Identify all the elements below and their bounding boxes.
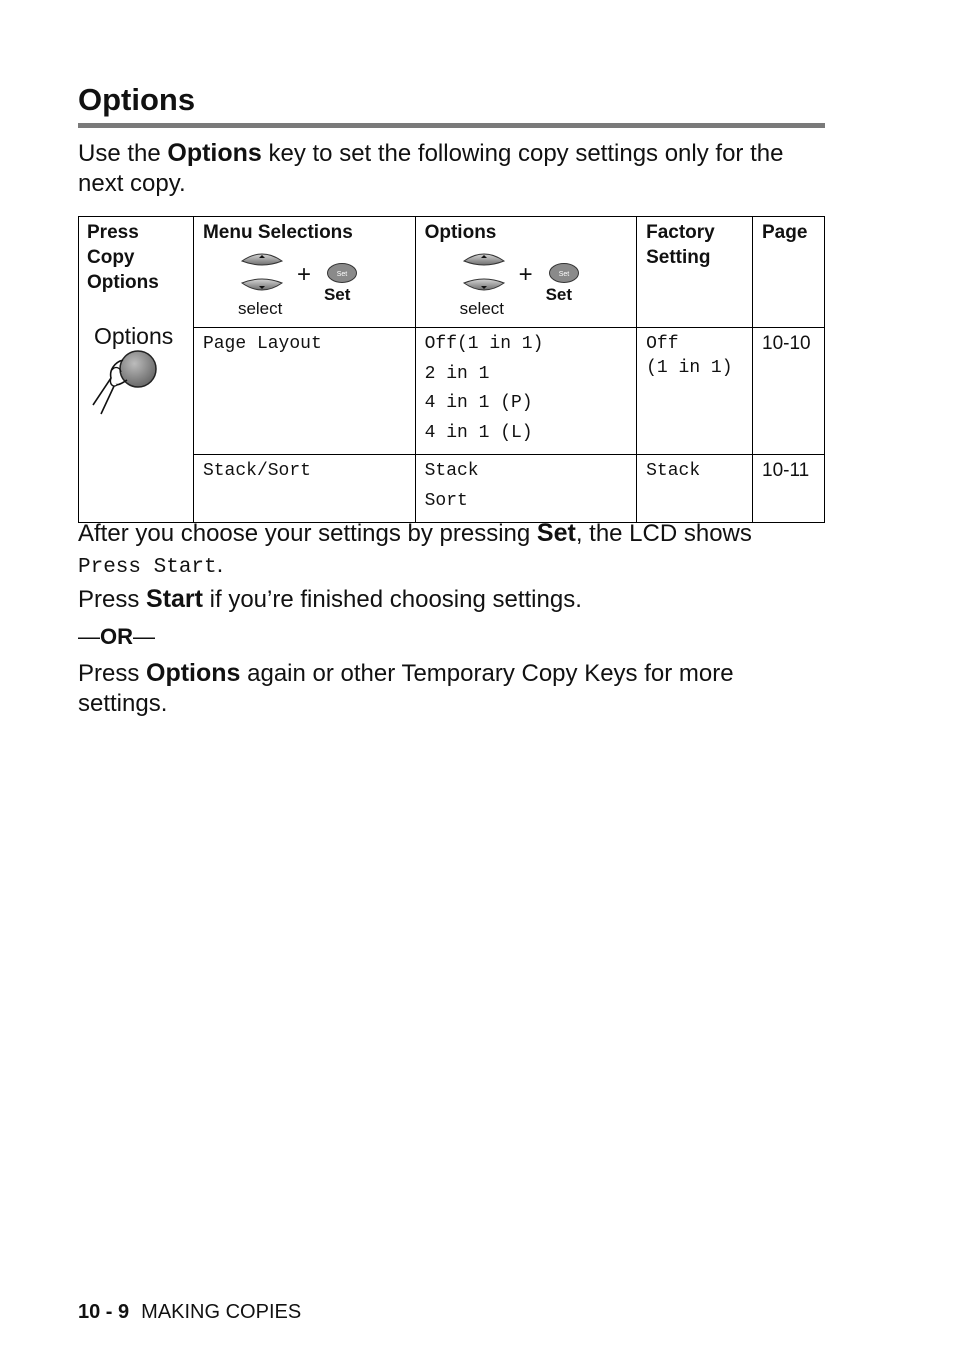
set-label: Set — [545, 285, 573, 304]
or-separator — [78, 624, 155, 650]
select-label: select — [459, 299, 505, 318]
again-pre: Press — [78, 660, 147, 687]
menu-selections-header — [193, 217, 415, 328]
table-header-row — [79, 217, 825, 328]
option-value: 4 in 1 (L) — [424, 422, 533, 443]
page-title: Options — [78, 82, 196, 117]
intro-key: Options — [167, 139, 262, 167]
navigation-keys-icon — [240, 249, 284, 295]
menu-cell — [193, 328, 415, 455]
page-ref: 10-11 — [762, 460, 810, 481]
factory-value: (1 in 1) — [646, 358, 733, 378]
page-header — [753, 217, 825, 328]
set-key-small-label: Set — [558, 271, 569, 278]
options-cell — [415, 455, 637, 523]
set-key-icon — [326, 262, 358, 284]
after-end: . — [216, 551, 224, 578]
again-post: again or other Temporary Copy Keys for more settings. — [78, 660, 734, 717]
options-key-label: Options — [94, 323, 174, 349]
options-cell — [415, 328, 637, 455]
after-paragraph — [78, 518, 825, 583]
footer-section: MAKING COPIES — [141, 1301, 302, 1323]
press-start-pre: Press — [78, 586, 147, 613]
options-header — [415, 217, 637, 328]
set-label: Set — [323, 285, 351, 304]
or-dash: — — [78, 624, 100, 649]
after-key: Set — [536, 519, 576, 547]
again-paragraph — [78, 658, 825, 719]
plus-sign: + — [296, 261, 311, 288]
press-copy-options-cell — [79, 217, 194, 523]
intro-post: key to set the following copy settings only for the next copy. — [78, 140, 784, 197]
option-value: Off(1 in 1) — [424, 334, 544, 354]
page-cell — [753, 455, 825, 523]
page-ref: 10-10 — [762, 333, 811, 354]
menu-cell — [193, 455, 415, 523]
settings-table — [78, 216, 825, 523]
factory-cell — [637, 328, 753, 455]
press-header-line: Options — [87, 272, 159, 293]
select-label: select — [237, 299, 283, 318]
page-cell — [753, 328, 825, 455]
intro-pre: Use the — [78, 140, 168, 167]
option-value: Sort — [424, 490, 468, 511]
factory-value: Off — [646, 334, 679, 354]
factory-header-line: Setting — [646, 247, 711, 268]
set-key-small-label: Set — [336, 271, 348, 278]
footer-page-number: 10 - 9 — [78, 1301, 130, 1323]
press-start-key: Start — [146, 585, 203, 613]
menu-header-text: Menu Selections — [202, 222, 353, 243]
set-key-icon — [548, 262, 580, 284]
press-start-post: if you’re finished choosing settings. — [202, 586, 582, 613]
factory-header-line: Factory — [646, 222, 715, 243]
title-rule — [78, 123, 825, 128]
navigation-keys-icon — [462, 249, 506, 295]
or-dash: — — [133, 624, 155, 649]
factory-value: Stack — [646, 461, 701, 481]
page-header-text: Page — [762, 222, 808, 243]
factory-setting-header — [637, 217, 753, 328]
options-keys-diagram — [416, 245, 637, 317]
option-value: 4 in 1 (P) — [424, 393, 533, 413]
press-start-paragraph — [78, 585, 582, 614]
menu-value: Stack/Sort — [202, 461, 311, 481]
plus-sign: + — [518, 261, 533, 288]
intro-paragraph — [78, 138, 825, 199]
page-footer — [78, 1301, 301, 1324]
press-header-line: Press — [87, 222, 139, 243]
or-word: OR — [100, 624, 133, 649]
menu-value: Page Layout — [202, 334, 322, 354]
lcd-message: Press Start — [78, 556, 217, 579]
option-value: 2 in 1 — [424, 363, 490, 384]
options-header-text: Options — [424, 222, 497, 243]
menu-keys-diagram — [194, 245, 415, 317]
finger-press-icon — [87, 350, 177, 420]
option-value: Stack — [424, 461, 479, 481]
again-key: Options — [146, 659, 241, 687]
factory-cell — [637, 455, 753, 523]
after-pre: After you choose your settings by pressing — [78, 520, 537, 547]
after-post: , the LCD shows — [575, 520, 752, 547]
press-header-line: Copy — [87, 247, 135, 268]
